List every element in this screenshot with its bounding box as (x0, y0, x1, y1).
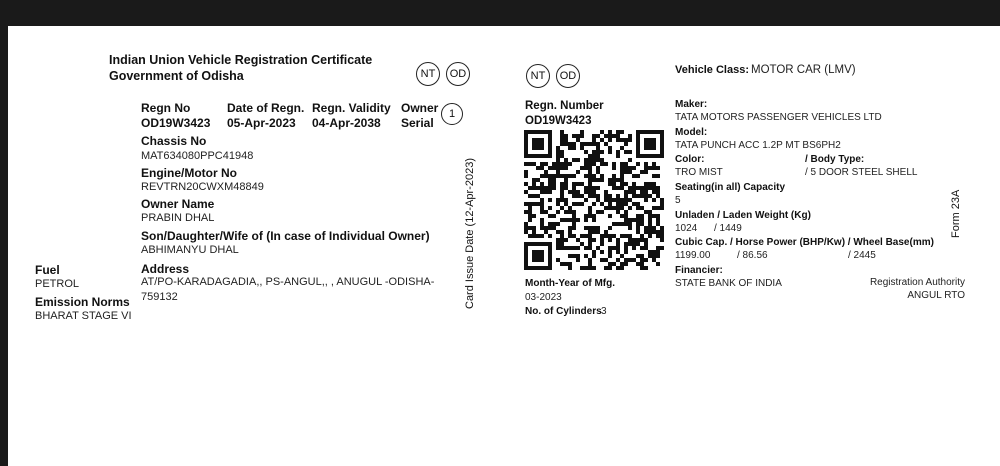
back-od-badge: OD (556, 64, 580, 88)
qr-modules (524, 130, 664, 270)
emission-label: Emission Norms (35, 295, 130, 309)
fuel-label: Fuel (35, 263, 60, 277)
regn-validity-value: 04-Apr-2038 (312, 116, 381, 130)
model-label: Model: (675, 127, 708, 138)
qr-finder-pattern (526, 244, 550, 268)
laden-value: / 1449 (714, 223, 742, 234)
vehicle-class-value: MOTOR CAR (LMV) (751, 64, 856, 76)
cubic-value: 1199.00 (675, 250, 711, 261)
regn-validity-label: Regn. Validity (312, 101, 391, 115)
chassis-value: MAT634080PPC41948 (141, 150, 254, 162)
seating-label: Seating(in all) Capacity (675, 182, 786, 193)
body-type-value: / 5 DOOR STEEL SHELL (805, 167, 918, 178)
fuel-value: PETROL (35, 278, 80, 290)
qr-finder-pattern (638, 132, 662, 156)
emission-value: BHARAT STAGE VI (35, 310, 132, 322)
od-badge: OD (446, 62, 470, 86)
weight-label: Unladen / Laden Weight (Kg) (675, 210, 811, 221)
owner-serial-label-1: Owner (401, 101, 439, 115)
owner-serial-label-2: Serial (401, 116, 434, 130)
color-label: Color: (675, 154, 705, 165)
model-value: TATA PUNCH ACC 1.2P MT BS6PH2 (675, 140, 841, 151)
cylinders-value: 3 (601, 306, 607, 317)
unladen-value: 1024 (675, 223, 698, 234)
seating-value: 5 (675, 195, 681, 206)
maker-label: Maker: (675, 99, 708, 110)
registration-authority-label: Registration Authority (869, 277, 965, 288)
header-title-line1: Indian Union Vehicle Registration Certificate (109, 53, 373, 67)
card-issue-date: Card Issue Date (12-Apr-2023) (464, 157, 476, 309)
registration-authority-value: ANGUL RTO (907, 290, 965, 301)
financier-label: Financier: (675, 265, 723, 276)
address-label: Address (141, 262, 190, 276)
regn-no-label: Regn No (141, 101, 191, 115)
regn-number-value: OD19W3423 (525, 115, 592, 127)
cylinders-label: No. of Cylinders (525, 306, 602, 317)
nt-badge: NT (416, 62, 440, 86)
engine-value: REVTRN20CWXM48849 (141, 181, 264, 193)
owner-serial-badge: 1 (441, 103, 463, 125)
wheel-base-value: / 2445 (848, 250, 876, 261)
qr-code (524, 130, 664, 270)
rc-card (8, 26, 1000, 466)
form-number: Form 23A (950, 189, 962, 238)
owner-name-value: PRABIN DHAL (141, 212, 215, 224)
regn-no-value: OD19W3423 (141, 116, 211, 130)
chassis-label: Chassis No (141, 134, 207, 148)
regn-number-label: Regn. Number (525, 100, 604, 112)
qr-finder-pattern (526, 132, 550, 156)
date-regn-label: Date of Regn. (227, 101, 305, 115)
relation-label: Son/Daughter/Wife of (In case of Individual Owner) (141, 229, 430, 243)
maker-value: TATA MOTORS PASSENGER VEHICLES LTD (675, 112, 882, 123)
owner-name-label: Owner Name (141, 197, 215, 211)
mfg-value: 03-2023 (525, 292, 562, 303)
header-title-line2: Government of Odisha (109, 69, 244, 83)
mfg-label: Month-Year of Mfg. (525, 278, 615, 289)
address-line2: 759132 (141, 291, 178, 303)
engine-label: Engine/Motor No (141, 166, 237, 180)
vehicle-class-label: Vehicle Class: (675, 64, 749, 76)
back-nt-badge: NT (526, 64, 550, 88)
address-line1: AT/PO-KARADAGADIA,, PS-ANGUL,, , ANUGUL -ODISHA- (141, 276, 435, 288)
color-value: TRO MIST (675, 167, 723, 178)
body-type-label: / Body Type: (805, 154, 865, 165)
date-regn-value: 05-Apr-2023 (227, 116, 296, 130)
relation-value: ABHIMANYU DHAL (141, 244, 239, 256)
horse-power-value: / 86.56 (737, 250, 768, 261)
cubic-label: Cubic Cap. / Horse Power (BHP/Kw) / Wheel Base(mm) (675, 237, 934, 248)
financier-value: STATE BANK OF INDIA (675, 278, 782, 289)
